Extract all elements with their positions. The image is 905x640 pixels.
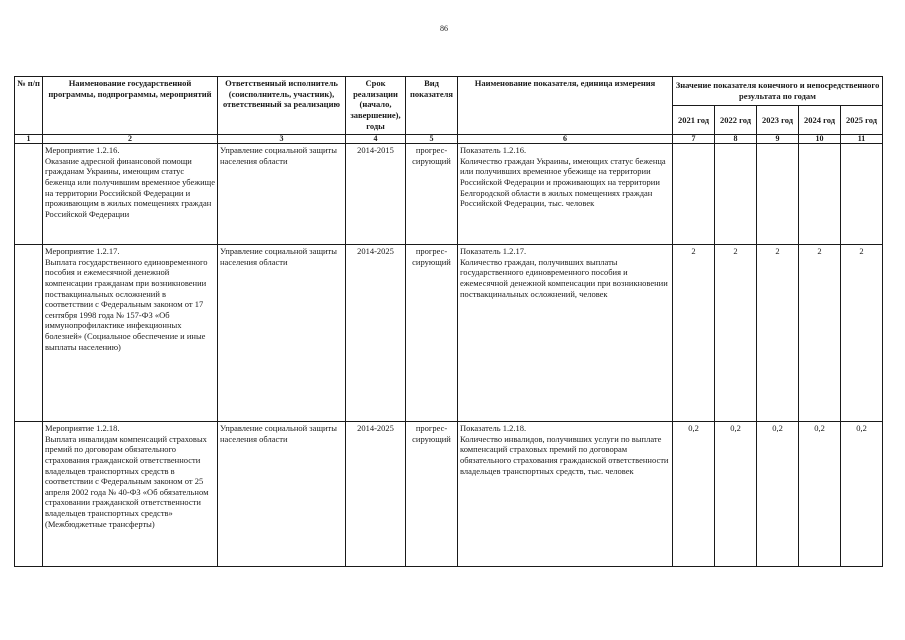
header-year-2022: 2022 год (715, 106, 757, 135)
header-year-2024: 2024 год (799, 106, 841, 135)
table-row (15, 422, 883, 567)
column-number: 11 (841, 135, 883, 144)
row-responsible: Управление социальной защиты населения области (218, 422, 346, 567)
row-num (15, 144, 43, 245)
row-value-2024 (799, 144, 841, 245)
row-value-2021: 2 (673, 245, 715, 422)
row-activity-name: Мероприятие 1.2.16. Оказание адресной финансовой помощи гражданам Украины, имеющим статус беженца или получившим временное убежище на территории Российской Федерации и проживающим в жилых помещениях граждан Российской Федерации (43, 144, 218, 245)
row-value-2022: 2 (715, 245, 757, 422)
row-indicator-name: Показатель 1.2.17. Количество граждан, получивших выплаты государственного единовременного пособия и ежемесячной денежной компенсации при возникновении поствакцинальных осложнений, человек (458, 245, 673, 422)
row-activity-name: Мероприятие 1.2.18. Выплата инвалидам компенсаций страховых премий по договорам обязательного страхования гражданской ответственности владельцев транспортных средств в соответствии с Федеральным законом от 25 апреля 2002 года № 40-ФЗ «Об обязательном страховании гражданской ответственности владельцев транспортных средств» (Межбюджетные трансферты) (43, 422, 218, 567)
row-value-2023: 0,2 (757, 422, 799, 567)
header-num: № п/п (15, 77, 43, 135)
row-value-2024: 0,2 (799, 422, 841, 567)
row-responsible: Управление социальной защиты населения области (218, 144, 346, 245)
header-type: Вид показателя (406, 77, 458, 135)
table-row (15, 144, 883, 245)
row-indicator-type: прогрес-сирующий (406, 245, 458, 422)
column-number: 5 (406, 135, 458, 144)
header-indicator: Наименование показателя, единица измерения (458, 77, 673, 135)
row-value-2021: 0,2 (673, 422, 715, 567)
row-value-2023 (757, 144, 799, 245)
header-year-2023: 2023 год (757, 106, 799, 135)
row-value-2022: 0,2 (715, 422, 757, 567)
page-number: 86 (440, 24, 448, 33)
column-number: 4 (346, 135, 406, 144)
indicators-table (14, 76, 883, 567)
row-indicator-name: Показатель 1.2.18. Количество инвалидов, получивших услуги по выплате компенсаций страховых премий по договорам обязательного страхования гражданской ответственности владельцев транспортных средств, тыс. человек (458, 422, 673, 567)
column-number: 6 (458, 135, 673, 144)
row-value-2022 (715, 144, 757, 245)
row-indicator-type: прогрес-сирующий (406, 144, 458, 245)
row-value-2023: 2 (757, 245, 799, 422)
header-values-group: Значение показателя конечного и непосредственного результата по годам (673, 77, 883, 106)
column-number: 2 (43, 135, 218, 144)
row-value-2025: 0,2 (841, 422, 883, 567)
header-term: Срок реализации (начало, завершение), годы (346, 77, 406, 135)
header-year-2025: 2025 год (841, 106, 883, 135)
row-term: 2014-2025 (346, 245, 406, 422)
row-value-2024: 2 (799, 245, 841, 422)
row-value-2025 (841, 144, 883, 245)
column-number: 8 (715, 135, 757, 144)
row-value-2025: 2 (841, 245, 883, 422)
column-number: 9 (757, 135, 799, 144)
row-num (15, 422, 43, 567)
row-indicator-type: прогрес-сирующий (406, 422, 458, 567)
column-number: 1 (15, 135, 43, 144)
column-number: 3 (218, 135, 346, 144)
row-num (15, 245, 43, 422)
row-indicator-name: Показатель 1.2.16. Количество граждан Украины, имеющих статус беженца или получивших временное убежище на территории Российской Федерации и проживающих на территории Белгородской области в жилых помещениях граждан Российской Федерации, тыс. человек (458, 144, 673, 245)
column-number: 7 (673, 135, 715, 144)
row-value-2021 (673, 144, 715, 245)
column-number: 10 (799, 135, 841, 144)
row-activity-name: Мероприятие 1.2.17. Выплата государственного единовременного пособия и ежемесячной денежной компенсации гражданам при возникновении поствакцинальных осложнений в соответствии с Федеральным законом от 17 сентября 1998 года № 157-ФЗ «Об иммунопрофилактике инфекционных болезней» (Социальное обеспечение и иные выплаты населению) (43, 245, 218, 422)
header-responsible: Ответственный исполнитель (соисполнитель, участник), ответственный за реализацию (218, 77, 346, 135)
row-responsible: Управление социальной защиты населения области (218, 245, 346, 422)
header-name: Наименование государственной программы, подпрограммы, мероприятий (43, 77, 218, 135)
table-row (15, 245, 883, 422)
row-term: 2014-2015 (346, 144, 406, 245)
row-term: 2014-2025 (346, 422, 406, 567)
column-numbers-row (15, 135, 883, 144)
header-year-2021: 2021 год (673, 106, 715, 135)
